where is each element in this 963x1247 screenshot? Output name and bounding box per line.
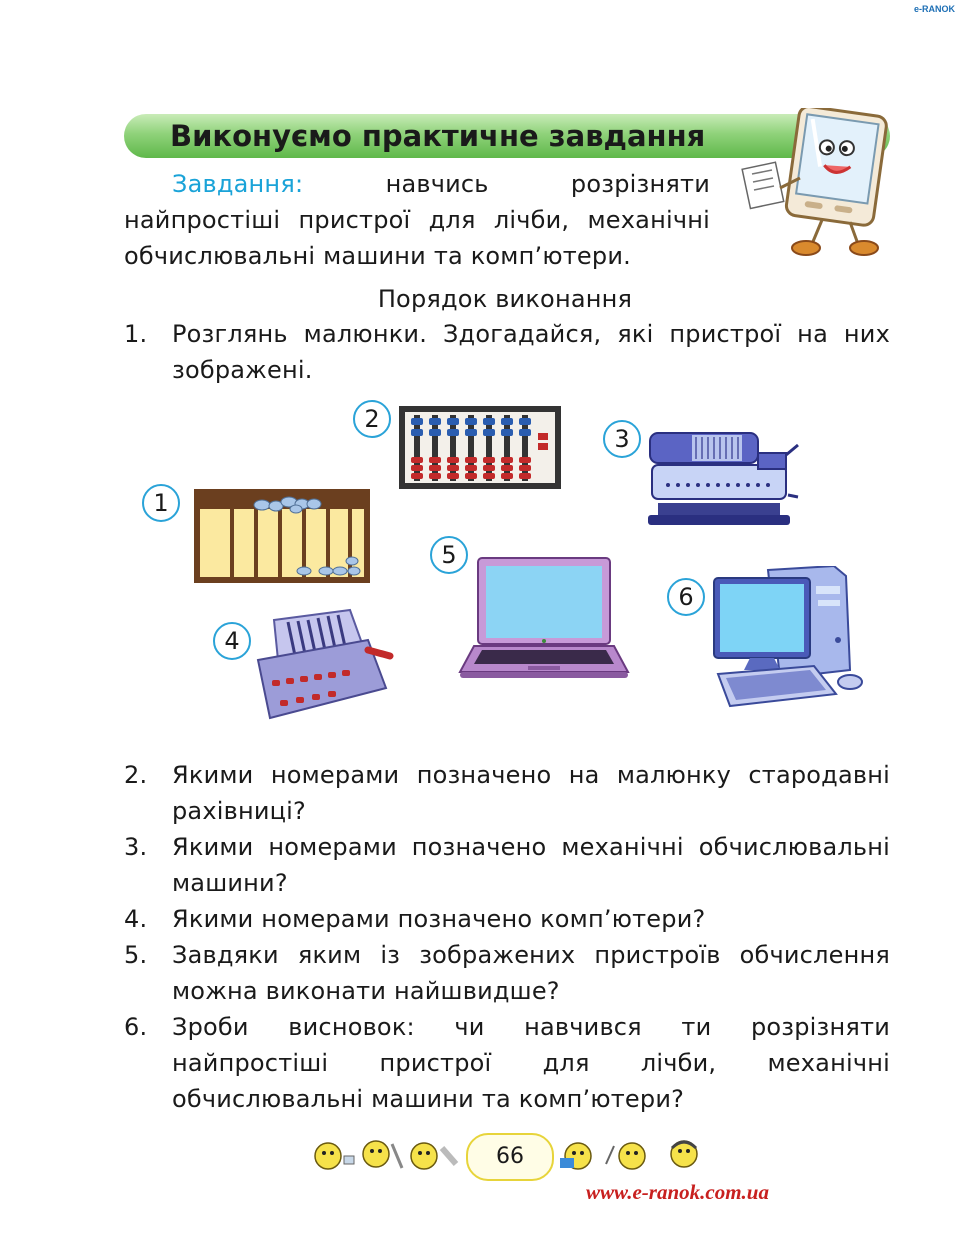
pebble-counting-board-icon: [192, 487, 372, 585]
list-item-number: 4.: [124, 905, 148, 933]
abacus-icon: [398, 405, 562, 490]
list-item-2: [124, 757, 890, 829]
picture-number-4: 4: [213, 622, 251, 660]
website-link[interactable]: www.e-ranok.com.ua: [586, 1180, 769, 1204]
task-label: Завдання:: [172, 170, 304, 198]
publisher-logo: e-RANOK: [913, 4, 955, 14]
picture-number-2: 2: [353, 400, 391, 438]
list-item-4: [124, 901, 890, 937]
task-paragraph: [124, 166, 710, 274]
page-number: 66: [466, 1133, 554, 1181]
footer-mascots-left-icon: [310, 1134, 462, 1176]
list-item-text: Розглянь малюнки. Здогадайся, які пристрої на них зображені.: [172, 320, 890, 384]
mechanical-calculator-icon: [638, 425, 800, 530]
picture-number-3: 3: [603, 420, 641, 458]
tablet-mascot-icon: [740, 108, 890, 260]
laptop-icon: [458, 554, 630, 682]
list-item-number: 2.: [124, 761, 148, 789]
list-item-number: 3.: [124, 833, 148, 861]
list-item-number: 1.: [124, 320, 148, 348]
picture-number-6: 6: [667, 578, 705, 616]
task-text: навчись розрізняти найпростіші пристрої для лічби, механічні обчислювальні машини та комп’ютери.: [124, 170, 710, 270]
picture-number-5: 5: [430, 536, 468, 574]
order-title: Порядок виконання: [377, 285, 633, 313]
list-item-6: [124, 1009, 890, 1117]
list-item-text: Якими номерами позначено комп’ютери?: [172, 905, 706, 933]
list-item-text: Зроби висновок: чи навчився ти розрізняти найпростіші пристрої для лічби, механічні обчислювальні машини та комп’ютери?: [172, 1013, 890, 1113]
list-item-1: [124, 316, 890, 388]
list-item-text: Завдяки яким із зображених пристроїв обчислення можна виконати найшвидше?: [172, 941, 890, 1005]
arithmometer-icon: [240, 600, 400, 728]
section-title: Виконуємо практичне завдання: [170, 119, 706, 153]
picture-number-1: 1: [142, 484, 180, 522]
footer-mascots-right-icon: [556, 1134, 706, 1176]
list-item-text: Якими номерами позначено на малюнку стародавні рахівниці?: [172, 761, 890, 825]
list-item-text: Якими номерами позначено механічні обчислювальні машини?: [172, 833, 890, 897]
desktop-computer-icon: [710, 566, 872, 716]
list-item-number: 5.: [124, 941, 148, 969]
list-item-number: 6.: [124, 1013, 148, 1041]
list-item-5: [124, 937, 890, 1009]
list-item-3: [124, 829, 890, 901]
